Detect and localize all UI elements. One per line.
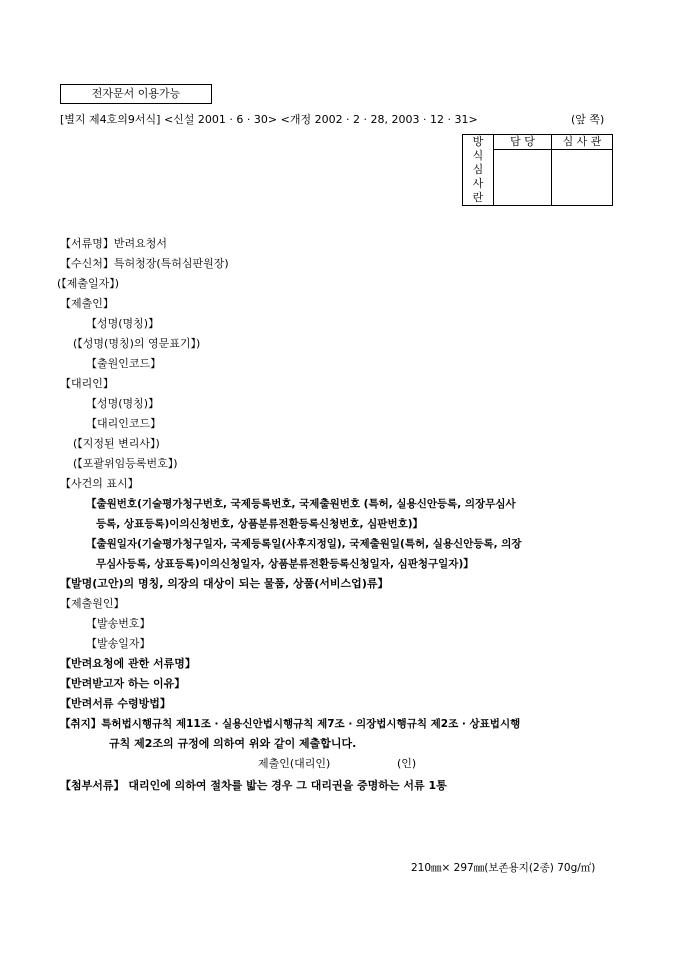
form-line: 【서류명】반려요청서: [60, 237, 168, 250]
electronic-document-badge: 전자문서 이용가능: [60, 84, 212, 104]
seal-label: (인): [397, 757, 417, 770]
review-col-staff: 담 당: [494, 135, 552, 150]
paper-spec-footer: 210㎜× 297㎜(보존용지(2종) 70g/㎡): [411, 862, 596, 874]
review-side-char: 방: [472, 135, 484, 148]
page-side-label: (앞 쪽): [571, 113, 605, 126]
form-line: 【발송일자】: [86, 637, 151, 650]
form-number: [별지 제4호의9서식] <신설 2001 · 6 · 30> <개정 2002 · 2 · 28, 2003 · 12 · 31>: [60, 113, 478, 126]
review-cell-staff: [494, 150, 552, 206]
form-line: 【발송번호】: [86, 617, 151, 630]
form-line: 【발명(고안)의 명칭, 의장의 대상이 되는 물품, 상품(서비스업)류】: [60, 577, 389, 590]
review-col-examiner: 심 사 관: [552, 135, 613, 150]
review-cell-examiner: [552, 150, 613, 206]
review-side-char: 란: [472, 191, 484, 204]
form-line: 【취지】특허법시행규칙 제11조 · 실용신안법시행규칙 제7조 · 의장법시행규칙 제2조 · 상표법시행: [60, 718, 521, 730]
form-line: 【사건의 표시】: [60, 477, 139, 490]
review-side-char: 심: [472, 163, 484, 176]
form-line: 【제출원인】: [60, 597, 125, 610]
form-line: 【출원일자(기술평가청구일자, 국제등록일(사후지정일), 국제출원일(특허, 실용신안등록, 의장: [86, 538, 522, 550]
submitter-label: 제출인(대리인): [258, 757, 331, 770]
review-table: [462, 134, 613, 206]
review-side-char: 식: [472, 149, 484, 162]
review-side-label: [463, 135, 494, 206]
form-line: 【출원인코드】: [86, 357, 162, 370]
form-line: 【반려받고자 하는 이유】: [60, 677, 186, 690]
form-line: 【성명(명칭)】: [86, 317, 160, 330]
form-line: (【성명(명칭)의 영문표기】): [73, 337, 201, 350]
form-line: 【반려서류 수령방법】: [60, 697, 171, 710]
form-line: 【수신처】특허청장(특허심판원장): [60, 257, 229, 270]
form-line: (【포괄위임등록번호】): [73, 457, 178, 470]
form-line: 【출원번호(기술평가청구번호, 국제등록번호, 국제출원번호 (특허, 실용신안등록, 의장무심사: [86, 498, 516, 510]
form-line: (【지정된 변리사】): [73, 437, 160, 450]
review-side-char: 사: [472, 177, 484, 190]
form-line: 【대리인】: [60, 377, 114, 390]
form-line: 무심사등록, 상표등록)이의신청일자, 상품분류전환등록신청일자, 심판청구일자)】: [96, 558, 474, 570]
form-line: (【제출일자】): [57, 277, 120, 290]
form-line: 【제출인】: [60, 297, 114, 310]
form-line: 등록, 상표등록)이의신청번호, 상품분류전환등록신청번호, 심판번호)】: [96, 518, 424, 530]
form-line: 【대리인코드】: [86, 417, 162, 430]
form-line: 【반려요청에 관한 서류명】: [60, 657, 196, 670]
form-line: 【첨부서류】 대리인에 의하여 절차를 밟는 경우 그 대리권을 증명하는 서류 1통: [60, 779, 447, 792]
form-line: 규칙 제2조의 규정에 의하여 위와 같이 제출합니다.: [109, 737, 357, 750]
form-line: 【성명(명칭)】: [86, 397, 160, 410]
